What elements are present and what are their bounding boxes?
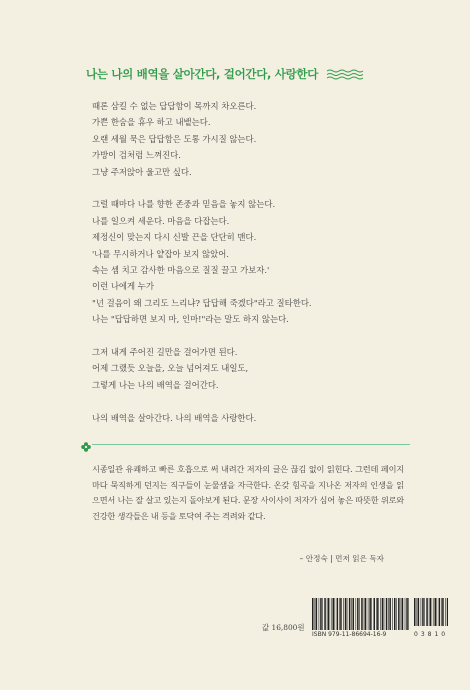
poem-line: 나를 일으켜 세운다. 마음을 다잡는다. bbox=[92, 215, 230, 226]
poem-line: '나를 무시하거나 얕잡아 보지 않았어. bbox=[92, 248, 229, 259]
poem-line: 그냥 주저앉아 울고만 싶다. bbox=[92, 166, 192, 177]
poem-line: 그럴 때마다 나를 향한 존중과 믿음을 놓지 않는다. bbox=[92, 199, 276, 210]
clover-icon bbox=[80, 438, 92, 450]
stanza-gap bbox=[92, 328, 410, 344]
poem-line: 때론 삼킬 수 없는 답답함이 목까지 차오른다. bbox=[92, 101, 257, 111]
poem-line: 그저 내게 주어진 길만을 걸어가면 된다. bbox=[92, 347, 238, 358]
reader-review: 시종일관 유쾌하고 빠른 호흡으로 써 내려간 저자의 글은 끊김 없이 읽힌다. 그런데 페이지마다 묵직하게 던지는 직구들이 눈물샘을 자극한다. 온갖 힘곡을 지나온 저자의 인생을 읽으면서 나는 잘 살고 있는지 돌아보게 된다. 문장 사이사이 저자가 심어 놓은 따뜻한 위로와 건강한 생각들은 내 등을 토닥여 주는 격려와 같다. bbox=[92, 464, 404, 521]
wave-lines-icon bbox=[326, 68, 366, 80]
poem-line: 가쁜 한숨을 휴우 하고 내뱉는다. bbox=[92, 117, 211, 128]
isbn-barcode bbox=[312, 598, 412, 638]
poem-line: 제정신이 맞는지 다시 신발 끈을 단단히 맨다. bbox=[92, 232, 257, 243]
poem-line: 어제 그랬듯 오늘을, 오늘 넘어져도 내일도, bbox=[92, 363, 249, 374]
poem-line: 나는 "답답하면 보지 마, 인마!"라는 말도 하지 않는다. bbox=[92, 314, 289, 325]
stanza-gap bbox=[92, 180, 410, 196]
poem-line: 오랜 세월 묵은 답답함은 도통 가시질 않는다. bbox=[92, 133, 257, 144]
price-label: 값 16,800원 bbox=[262, 623, 305, 632]
title-row bbox=[86, 66, 414, 82]
section-divider bbox=[80, 444, 410, 445]
poem-line: "넌 걸음이 왜 그리도 느리냐? 답답해 죽겠다"라고 질타한다. bbox=[92, 297, 312, 308]
poem-line: 속는 셈 치고 감사한 마음으로 질질 끌고 가보자.' bbox=[92, 265, 270, 276]
isbn-number: ISBN 979-11-86694-16-9 bbox=[312, 631, 387, 638]
barcode-image bbox=[312, 598, 410, 630]
poem-line: 나의 배역을 살아간다. 나의 배역을 사랑한다. bbox=[92, 412, 257, 423]
addon-barcode-image bbox=[414, 598, 448, 626]
poem-line: 그렇게 나는 나의 배역을 걸어간다. bbox=[92, 379, 219, 390]
isbn-addon bbox=[414, 598, 448, 638]
poem-body bbox=[92, 98, 410, 426]
addon-number: 03810 bbox=[414, 631, 449, 638]
poem-line: 이런 나에게 누가 bbox=[92, 281, 154, 292]
review-author: – 안정숙 | 먼저 읽은 독자 bbox=[299, 554, 384, 563]
cover-title: 나는 나의 배역을 살아간다, 걸어간다, 사랑한다 bbox=[86, 67, 319, 81]
poem-line: 가방이 검처럼 느껴진다. bbox=[92, 150, 181, 161]
stanza-gap bbox=[92, 393, 410, 409]
